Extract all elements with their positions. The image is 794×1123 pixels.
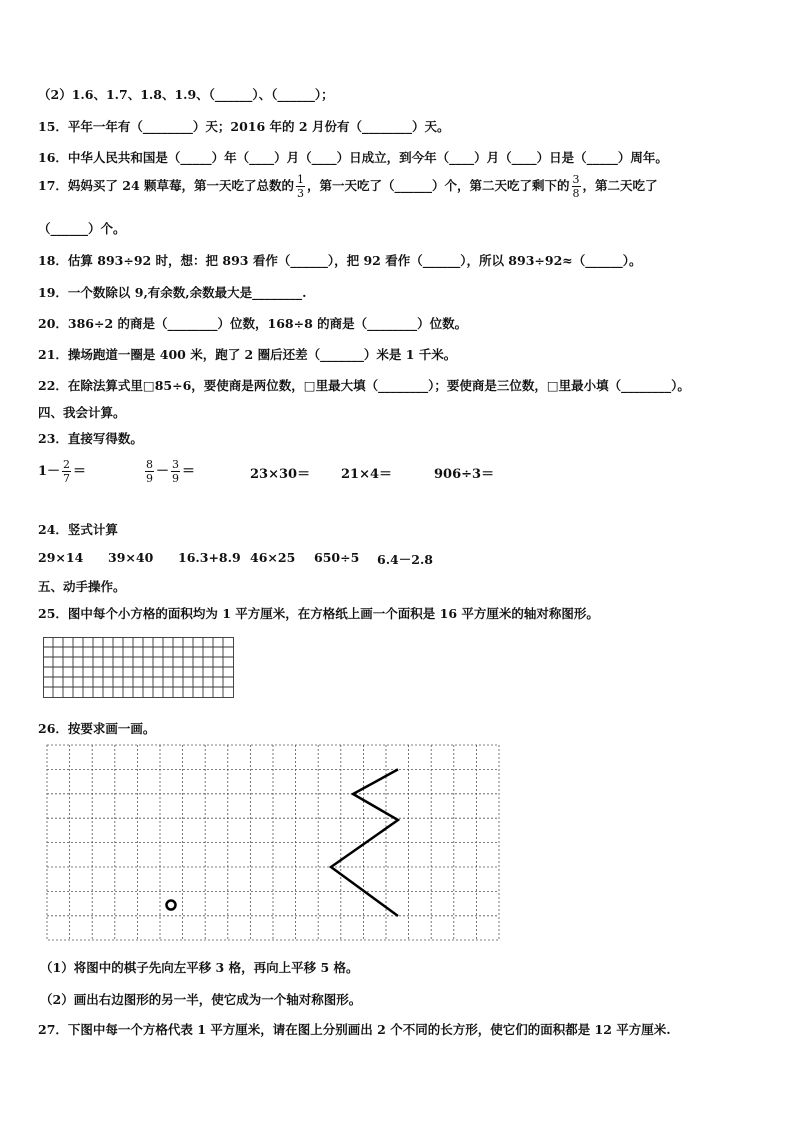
section-5-heading: 五、动手操作。	[38, 579, 126, 594]
question-19: 19．一个数除以 9,有余数,余数最大是________.	[38, 285, 307, 300]
vertical-calc-item: 650÷5	[314, 550, 360, 565]
vertical-calc-item: 46×25	[250, 550, 296, 565]
question-23-title: 23．直接写得数。	[38, 431, 143, 446]
question-26-sub2: （2）画出右边图形的另一半，使它成为一个轴对称图形。	[40, 992, 362, 1007]
question-18: 18．估算 893÷92 时，想：把 893 看作（______），把 92 看作（______），所以 893÷92≈（______）。	[38, 253, 642, 268]
vertical-calc-item: 39×40	[108, 550, 154, 565]
question-22: 22．在除法算式里□85÷6，要使商是两位数，□里最大填（________）；要使商是三位数，□里最小填（________）。	[38, 378, 690, 393]
square-grid-small	[43, 637, 235, 699]
fraction-three-eighths: $\frac{3}{8}$	[572, 173, 580, 200]
question-21: 21．操场跑道一圈是 400 米，跑了 2 圈后还差（_______）米是 1 千米。	[38, 347, 457, 362]
calc-expression-3: 23×30＝	[250, 467, 311, 482]
vertical-calc-item: 16.3+8.9	[178, 550, 241, 565]
calc-expression-1: 1－ $\frac{2}{7}$ ＝	[38, 458, 87, 485]
calc-expression-4: 21×4＝	[341, 467, 393, 482]
chess-piece	[167, 901, 176, 910]
question-20: 20．386÷2 的商是（________）位数，168÷8 的商是（________）位数。	[38, 316, 468, 331]
question-26-title: 26．按要求画一画。	[38, 721, 156, 736]
vertical-calc-item: 29×14	[38, 550, 84, 565]
fraction-one-third: $\frac{1}{3}$	[297, 173, 304, 200]
section-4-heading: 四、我会计算。	[38, 405, 126, 420]
question-16: 16．中华人民共和国是（_____）年（____）月（____）日成立，到今年（____）月（____）日是（_____）周年。	[38, 150, 668, 165]
question-17: 17．妈妈买了 24 颗草莓，第一天吃了总数的 $\frac{1}{3}$ ，第一天吃了（______）个，第二天吃了剩下的 $\frac{3}{8}$ ，第二天吃了	[38, 173, 658, 200]
calc-expression-5: 906÷3＝	[434, 467, 495, 482]
dotted-grid-with-figure	[46, 744, 502, 942]
question-25: 25．图中每个小方格的面积均为 1 平方厘米，在方格纸上画一个面积是 16 平方厘米的轴对称图形。	[38, 606, 599, 621]
calc-expression-2: $\frac{8}{9}$ － $\frac{3}{9}$ ＝	[146, 458, 196, 485]
question-27: 27．下图中每一个方格代表 1 平方厘米，请在图上分别画出 2 个不同的长方形，使它们的面积都是 12 平方厘米.	[38, 1022, 671, 1037]
question-26-sub1: （1）将图中的棋子先向左平移 3 格，再向上平移 5 格。	[40, 960, 359, 975]
question-15: 15．平年一年有（________）天；2016 年的 2 月份有（________）天。	[38, 119, 450, 134]
vertical-calc-item: 6.4－2.8	[377, 552, 433, 567]
question-24-title: 24．竖式计算	[38, 522, 118, 537]
question-17-line2: （______）个。	[38, 221, 126, 236]
q14-part2: （2）1.6、1.7、1.8、1.9、（______）、（______）；	[38, 87, 334, 102]
